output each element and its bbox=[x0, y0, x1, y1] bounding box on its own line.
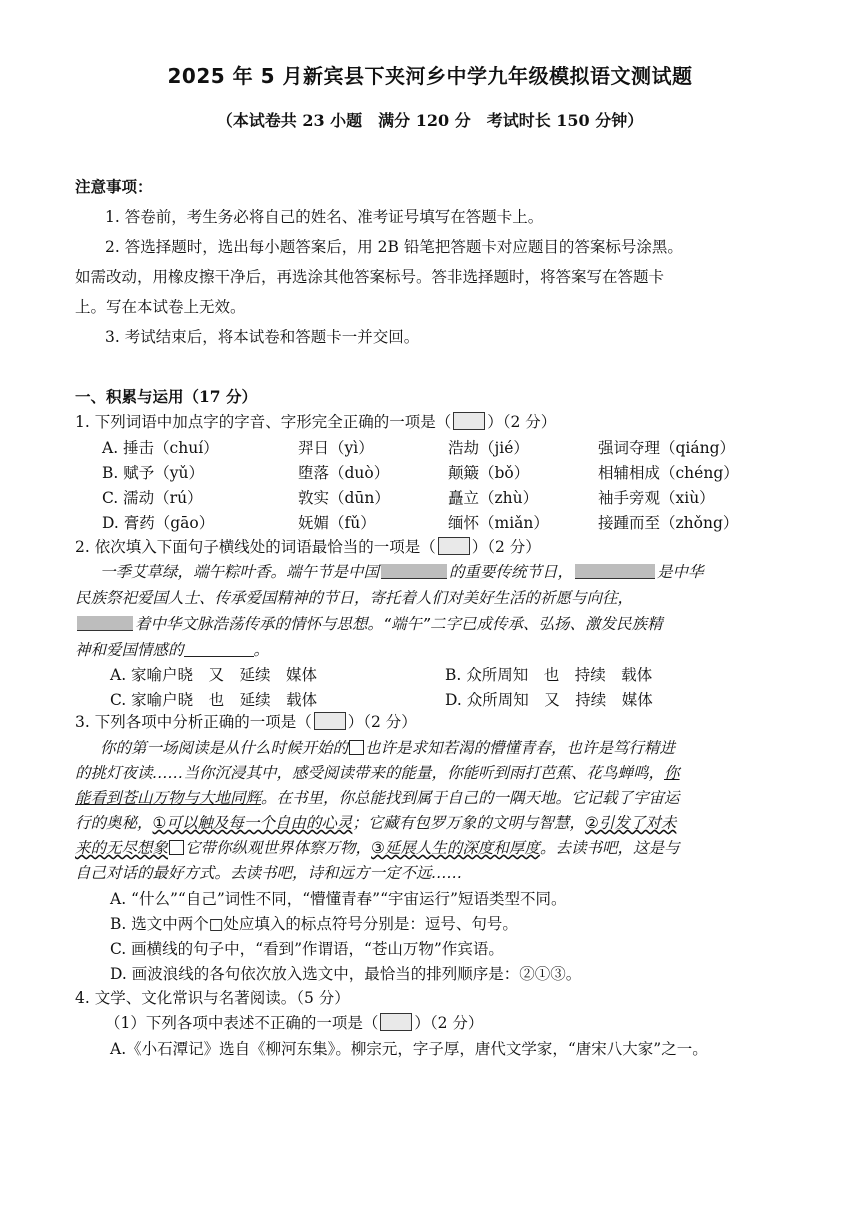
question-2-score: ）（2 分） bbox=[471, 538, 541, 556]
q3-text: 也许是求知若渴的懵懂青春，也许是笃行精进 bbox=[365, 739, 676, 757]
q3-option-d: D. 画波浪线的各句依次放入选文中，最恰当的排列顺序是：②①③。 bbox=[110, 965, 582, 983]
q1-row-a-2: 羿日（yì） bbox=[298, 439, 374, 457]
notice-heading: 注意事项： bbox=[75, 177, 153, 196]
q2-text: 是中华 bbox=[657, 563, 704, 581]
q3-text: 行的奥秘， bbox=[75, 814, 153, 832]
q2-passage-line-3 bbox=[75, 613, 663, 635]
q3-passage-line-1 bbox=[100, 737, 675, 759]
q1-row-a-3: 浩劫（jié） bbox=[448, 439, 529, 457]
answer-box bbox=[453, 412, 485, 430]
q2-passage-line-4 bbox=[75, 639, 269, 661]
exam-subtitle: （本试卷共 23 小题 满分 120 分 考试时长 150 分钟） bbox=[216, 111, 644, 130]
q2-text: 着中华文脉浩荡传承的情怀与思想。“端午”二字已成传承、弘扬、激发民族精 bbox=[135, 615, 663, 633]
question-3-stem bbox=[75, 711, 417, 733]
q4-sub1-text: （1）下列各项中表述不正确的一项是（ bbox=[105, 1014, 379, 1032]
q1-row-b-3: 颠簸（bǒ） bbox=[448, 464, 530, 482]
answer-box bbox=[314, 712, 346, 730]
answer-box bbox=[438, 537, 470, 555]
q3-wavy-text: ②引发了对未 bbox=[584, 814, 677, 832]
question-3-score: ）（2 分） bbox=[347, 713, 417, 731]
q3-wavy-text: 来的无尽想象 bbox=[75, 839, 169, 857]
question-1-stem bbox=[75, 411, 556, 433]
q2-option-d: D. 众所周知 又 持续 媒体 bbox=[445, 691, 653, 709]
question-4-sub-1 bbox=[105, 1012, 483, 1034]
q1-row-d-4: 接踵而至（zhǒng） bbox=[598, 514, 739, 532]
q2-text: 神和爱国情感的 bbox=[75, 641, 184, 659]
q3-text: 。在书里，你总能找到属于自己的一隅天地。它记载了宇宙运 bbox=[261, 789, 680, 807]
q1-row-d-3: 缅怀（miǎn） bbox=[448, 514, 549, 532]
q2-option-a: A. 家喻户晓 又 延续 媒体 bbox=[110, 666, 318, 684]
q1-row-c-4: 袖手旁观（xiù） bbox=[598, 489, 715, 507]
fill-blank bbox=[381, 564, 447, 579]
q3-wavy-text: ③延展人生的深度和厚度 bbox=[371, 839, 540, 857]
q3-wavy-text: ①可以触及每一个自由的心灵 bbox=[152, 814, 353, 832]
q1-row-b-4: 相辅相成（chéng） bbox=[598, 464, 739, 482]
q3-option-b: B. 选文中两个□处应填入的标点符号分别是：逗号、句号。 bbox=[110, 915, 518, 933]
q3-underlined-text: 你 bbox=[664, 764, 680, 782]
q2-passage-line-1 bbox=[100, 561, 704, 583]
notice-item-2-line1: 2. 答选择题时，选出每小题答案后，用 2B 铅笔把答题卡对应题目的答案标号涂黑。 bbox=[105, 238, 683, 256]
q3-option-c: C. 画横线的句子中，“看到”作谓语，“苍山万物”作宾语。 bbox=[110, 940, 504, 958]
question-3-stem-text: 3. 下列各项中分析正确的一项是（ bbox=[75, 713, 312, 731]
section-1-heading: 一、积累与运用（17 分） bbox=[75, 387, 257, 406]
q4-sub1-score: ）（2 分） bbox=[414, 1014, 484, 1032]
punctuation-box bbox=[349, 740, 364, 755]
q1-row-c-3: 矗立（zhù） bbox=[448, 489, 539, 507]
q1-row-d-2: 妩媚（fǔ） bbox=[298, 514, 376, 532]
notice-item-2-line3: 上。写在本试卷上无效。 bbox=[75, 298, 246, 316]
exam-title: 2025 年 5 月新宾县下夹河乡中学九年级模拟语文测试题 bbox=[167, 64, 693, 88]
q2-text: 的重要传统节日， bbox=[449, 563, 574, 581]
q3-passage-line-2 bbox=[75, 762, 680, 784]
q1-row-c-2: 敦实（dūn） bbox=[298, 489, 390, 507]
q3-underlined-text: 能看到苍山万物与大地同辉 bbox=[75, 789, 262, 807]
question-1-score: ）（2 分） bbox=[487, 413, 557, 431]
q3-passage-line-3 bbox=[75, 787, 680, 809]
q1-row-b-2: 堕落（duò） bbox=[298, 464, 390, 482]
q1-row-a-1: A. 捶击（chuí） bbox=[102, 439, 219, 457]
answer-box bbox=[380, 1013, 412, 1031]
q1-row-a-4: 强词夺理（qiáng） bbox=[598, 439, 736, 457]
question-4-stem: 4. 文学、文化常识与名著阅读。（5 分） bbox=[75, 989, 350, 1007]
fill-blank bbox=[184, 642, 254, 657]
q2-text: 一季艾草绿，端午粽叶香。端午节是中国 bbox=[100, 563, 380, 581]
fill-blank bbox=[77, 616, 133, 631]
notice-item-3: 3. 考试结束后，将本试卷和答题卡一并交回。 bbox=[105, 328, 420, 346]
q2-option-c: C. 家喻户晓 也 延续 载体 bbox=[110, 691, 318, 709]
q3-text: 它带你纵观世界体察万物， bbox=[185, 839, 372, 857]
q2-option-b: B. 众所周知 也 持续 载体 bbox=[445, 666, 653, 684]
q3-text: 你的第一场阅读是从什么时候开始的 bbox=[100, 739, 349, 757]
notice-item-1: 1. 答卷前，考生务必将自己的姓名、准考证号填写在答题卡上。 bbox=[105, 208, 544, 226]
q1-row-d-1: D. 膏药（gāo） bbox=[102, 514, 215, 532]
q3-passage-line-4 bbox=[75, 812, 676, 834]
question-2-stem-text: 2. 依次填入下面句子横线处的词语最恰当的一项是（ bbox=[75, 538, 436, 556]
q1-row-c-1: C. 濡动（rú） bbox=[102, 489, 203, 507]
q3-text: ；它藏有包罗万象的文明与智慧， bbox=[352, 814, 585, 832]
q3-text: 。去读书吧，这是与 bbox=[539, 839, 680, 857]
q3-option-a: A. “什么”“自己”词性不同，“懵懂青春”“宇宙运行”短语类型不同。 bbox=[110, 890, 567, 908]
q3-passage-line-5 bbox=[75, 837, 679, 859]
punctuation-box bbox=[169, 840, 184, 855]
question-2-stem bbox=[75, 536, 541, 558]
fill-blank bbox=[575, 564, 655, 579]
q4-option-a: A.《小石潭记》选自《柳河东集》。柳宗元，字子厚，唐代文学家，“唐宋八大家”之一。 bbox=[110, 1040, 708, 1058]
q2-text: 。 bbox=[253, 641, 270, 659]
question-1-stem-text: 1. 下列词语中加点字的字音、字形完全正确的一项是（ bbox=[75, 413, 452, 431]
q3-text: 的挑灯夜读……当你沉浸其中，感受阅读带来的能量，你能听到雨打芭蕉、花鸟蝉鸣， bbox=[75, 764, 665, 782]
notice-item-2-line2: 如需改动，用橡皮擦干净后，再选涂其他答案标号。答非选择题时，将答案写在答题卡 bbox=[75, 268, 665, 286]
q1-row-b-1: B. 赋予（yǔ） bbox=[102, 464, 204, 482]
q3-passage-line-6: 自己对话的最好方式。去读书吧，诗和远方一定不远…… bbox=[75, 864, 463, 882]
q2-passage-line-2: 民族祭祀爱国人士、传承爱国精神的节日，寄托着人们对美好生活的祈愿与向往， bbox=[75, 589, 634, 607]
